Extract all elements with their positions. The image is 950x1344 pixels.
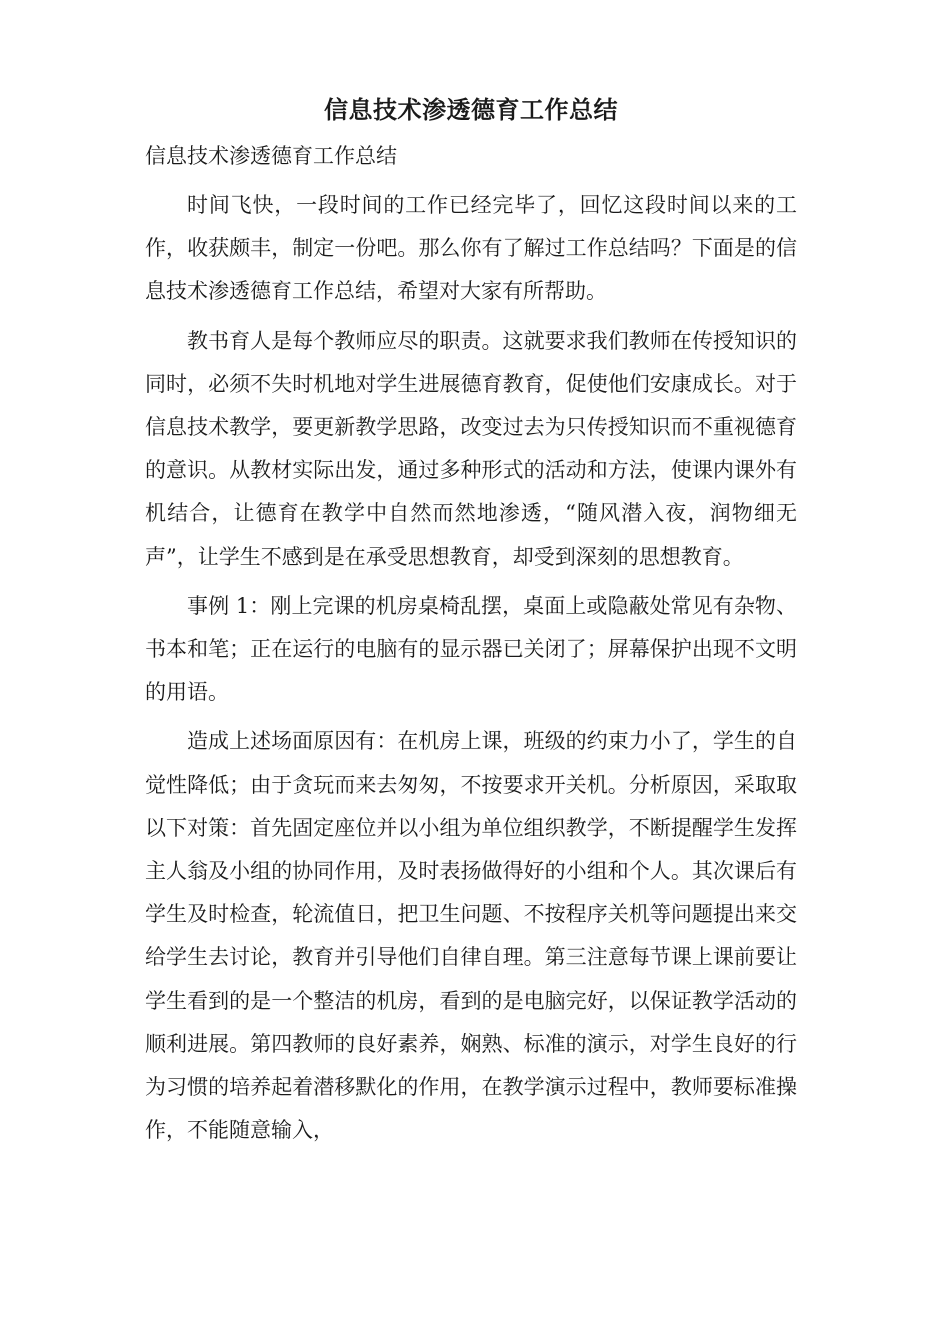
document-page <box>145 0 797 1152</box>
document-subtitle: 信息技术渗透德育工作总结 <box>145 144 397 168</box>
paragraph-intro: 时间飞快，一段时间的工作已经完毕了，回忆这段时间以来的工作，收获颇丰，制定一份吧。那么你有了解过工作总结吗？下面是的信息技术渗透德育工作总结，希望对大家有所帮助。 <box>145 193 797 304</box>
document-title: 信息技术渗透德育工作总结 <box>324 95 618 124</box>
paragraph-duty: 教书育人是每个教师应尽的职责。这就要求我们教师在传授知识的同时，必须不失时机地对学生进展德育教育，促使他们安康成长。对于信息技术教学，要更新教学思路，改变过去为只传授知识而不重视德育的意识。从教材实际出发，通过多种形式的活动和方法，使课内课外有机结合，让德育在教学中自然而然地渗透，“随风潜入夜，润物细无声”，让学生不感到是在承受思想教育，却受到深刻的思想教育。 <box>145 328 797 569</box>
paragraph-example-1: 事例 1：刚上完课的机房桌椅乱摆，桌面上或隐蔽处常见有杂物、书本和笔；正在运行的电脑有的显示器已关闭了；屏幕保护出现不文明的用语。 <box>145 593 797 705</box>
paragraph-analysis: 造成上述场面原因有：在机房上课，班级的约束力小了，学生的自觉性降低；由于贪玩而来去匆匆，不按要求开关机。分析原因，采取取以下对策：首先固定座位并以小组为单位组织教学，不断提醒学生发挥主人翁及小组的协同作用，及时表扬做得好的小组和个人。其次课后有学生及时检查，轮流值日，把卫生问题、不按程序关机等问题提出来交给学生去讨论，教育并引导他们自律自理。第三注意每节课上课前要让学生看到的是一个整洁的机房，看到的是电脑完好，以保证教学活动的顺利进展。第四教师的良好素养，娴熟、标准的演示，对学生良好的行为习惯的培养起着潜移默化的作用，在教学演示过程中，教师要标准操作，不能随意输入， <box>145 729 797 1143</box>
